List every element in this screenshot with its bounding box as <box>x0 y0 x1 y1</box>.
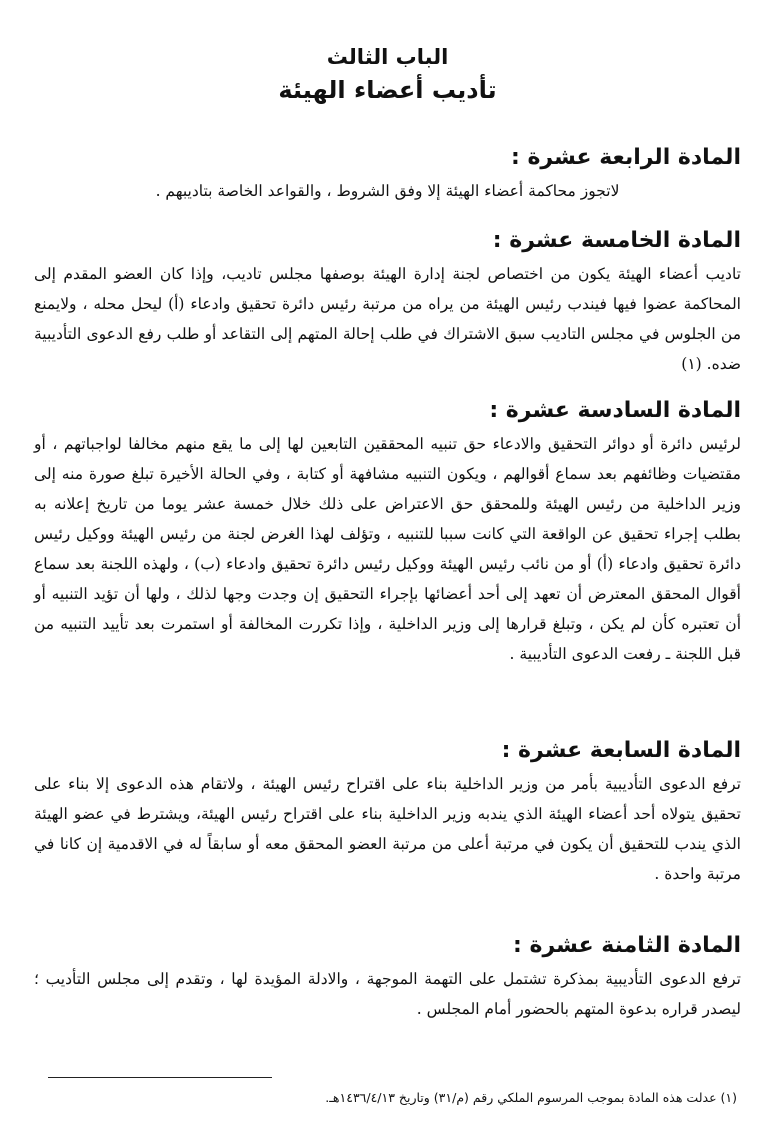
footnote-divider <box>48 1077 272 1078</box>
article-heading: المادة الرابعة عشرة : <box>510 145 741 170</box>
chapter-title: الباب الثالث <box>326 45 449 69</box>
article-17 <box>34 733 741 889</box>
chapter-header <box>34 0 741 108</box>
footnote: (١) عدلت هذه المادة بموجب المرسوم الملكي رقم (م/٣١) وتاريخ ١٤٣٦/٤/١٣هـ. <box>325 1090 737 1105</box>
article-body: لرئيس دائرة أو دوائر التحقيق والادعاء حق تنبيه المحققين التابعين لها إلى ما يقع منهم مخالفا لواجباتهم ، أو مقتضيات وظائفهم بعد سماع أقوالهم ، ويكون التنبيه مشافهة أو كتابة ، وفي الحالة الأخيرة تبلغ صورة منه إلى وزير الداخلية من رئيس الهيئة وللمحقق حق الاعتراض على ذلك خلال خمسة عشر يوما من تاريخ إعلانه به بطلب إجراء تحقيق عن الواقعة التي كانت سببا للتنبيه ، وتؤلف لهذا الغرض لجنة من رئيس الهيئة ووكيل رئيس دائرة تحقيق وادعاء (أ) أو من نائب رئيس الهيئة ووكيل رئيس دائرة تحقيق وادعاء (ب) ، ولهذه اللجنة بعد سماع أقوال المحقق المعترض أن تعهد إلى أحد أعضائها بإجراء التحقيق إن وجدت وجها لذلك ، ولها أن تؤيد التنبيه أو أن تعتبره كأن لم يكن ، وتبلغ قرارها إلى وزير الداخلية ، وإذا تكررت المخالفة أو استمرت بعد تأييد التنبيه من قبل اللجنة ـ رفعت الدعوى التأديبية . <box>34 435 741 663</box>
article-heading: المادة السادسة عشرة : <box>489 398 741 423</box>
article-heading: المادة السابعة عشرة : <box>501 738 741 763</box>
article-body: لاتجوز محاكمة أعضاء الهيئة إلا وفق الشروط ، والقواعد الخاصة بتاديبهم . <box>155 182 620 200</box>
article-body: تاديب أعضاء الهيئة يكون من اختصاص لجنة إدارة الهيئة بوصفها مجلس تاديب، وإذا كان العضو المقدم إلى المحاكمة عضوا فيها فيندب رئيس الهيئة من يراه من مرتبة رئيس دائرة تحقيق وادعاء (أ) ليحل محله ، ولايمنع من الجلوس في مجلس التاديب سبق الاشتراك في طلب إحالة المتهم إلى التقاعد أو طلب رفع الدعوى التأديبية ضده. (١) <box>34 265 741 373</box>
article-heading: المادة الثامنة عشرة : <box>513 933 741 958</box>
article-body: ترفع الدعوى التأديبية بأمر من وزير الداخلية بناء على اقتراح رئيس الهيئة ، ولاتقام هذه الدعوى إلا بناء على تحقيق يتولاه أحد أعضاء الهيئة الذي يندبه وزير الداخلية بناء على اقتراح رئيس الهيئة، ويشترط في عضو الهيئة الذي يندب للتحقيق أن يكون في مرتبة أعلى من مرتبة العضو المحقق معه أو سابقاً له في الاقدمية إن كانا في مرتبة واحدة . <box>34 775 741 883</box>
chapter-subtitle: تأديب أعضاء الهيئة <box>278 76 497 104</box>
article-18 <box>34 928 741 1024</box>
article-heading: المادة الخامسة عشرة : <box>492 228 741 253</box>
article-14 <box>34 140 741 206</box>
article-15 <box>34 223 741 379</box>
article-body: ترفع الدعوى التأديبية بمذكرة تشتمل على التهمة الموجهة ، والادلة المؤيدة لها ، وتقدم إلى مجلس التأديب ؛ ليصدر قراره بدعوة المتهم بالحضور أمام المجلس . <box>34 970 741 1018</box>
article-16 <box>34 393 741 669</box>
